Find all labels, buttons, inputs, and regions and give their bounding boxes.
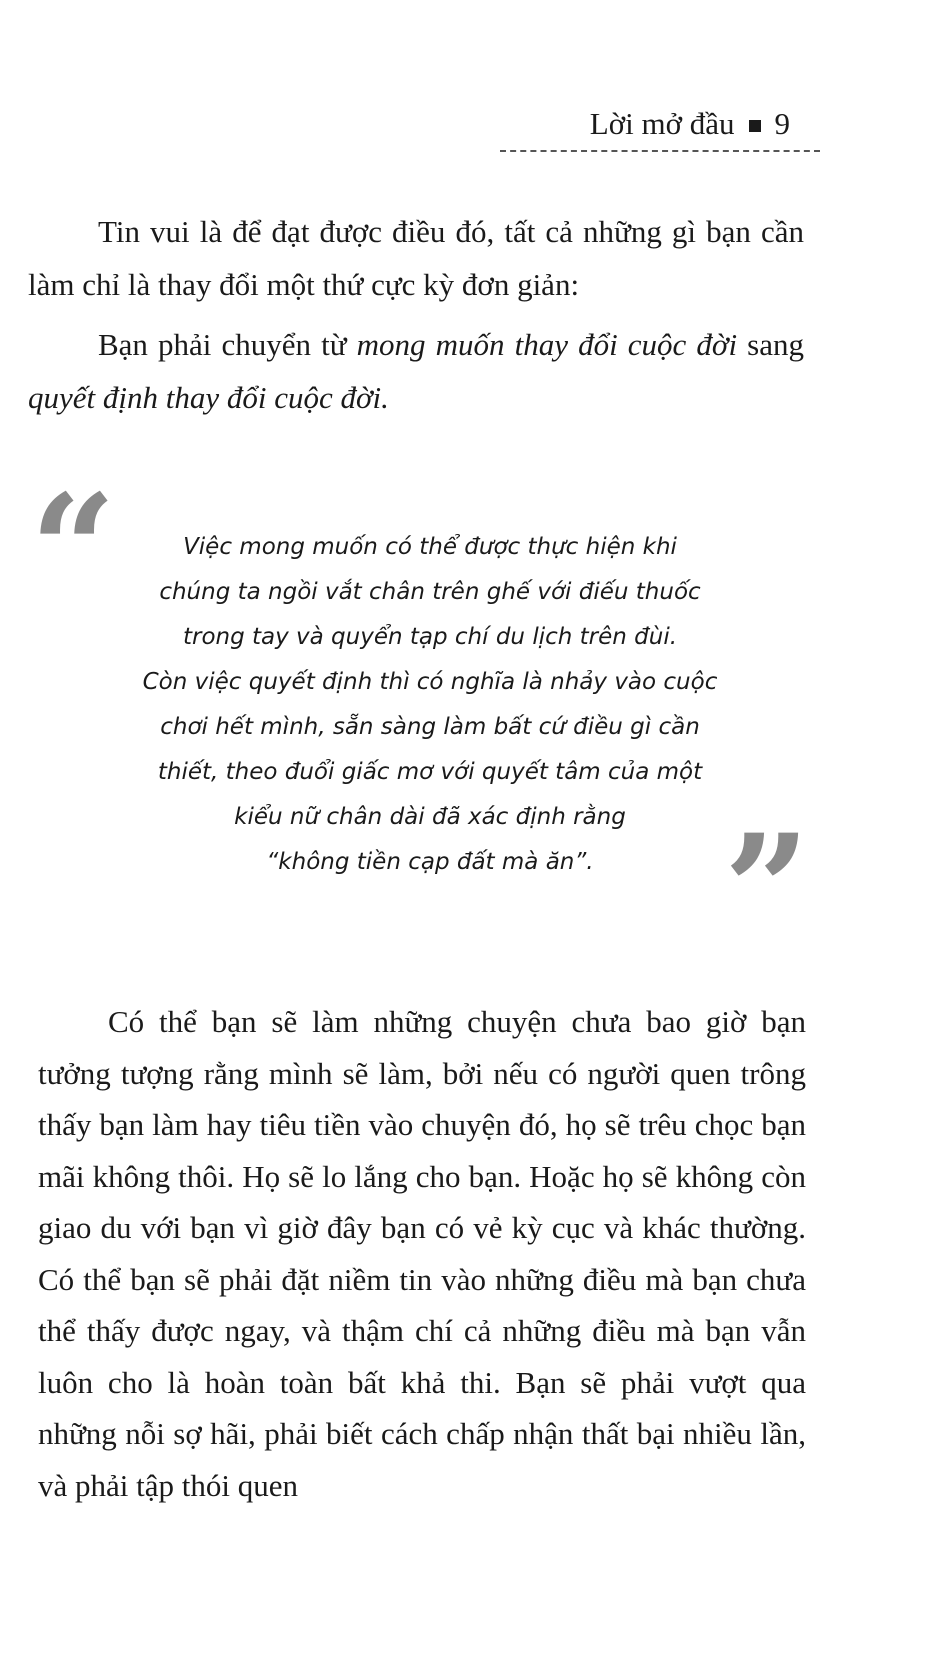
paragraph-2-italic-2: quyết định thay đổi cuộc đời.	[28, 380, 389, 415]
paragraph-1-text: Tin vui là để đạt được điều đó, tất cả những gì bạn cần làm chỉ là thay đổi một thứ cực kỳ đơn giản:	[28, 214, 804, 302]
paragraph-2-italic-1: mong muốn thay đổi cuộc đời	[356, 327, 738, 362]
square-bullet-icon	[749, 120, 761, 132]
paragraph-2-part-2: sang	[737, 327, 804, 362]
quote-line: “không tiền cạp đất mà ăn”.	[266, 849, 594, 875]
quote-line: Việc mong muốn có thể được thực hiện khi	[183, 534, 677, 560]
paragraph-1	[28, 205, 804, 311]
quote-line: chúng ta ngồi vắt chân trên ghế với điếu thuốc	[159, 579, 701, 605]
paragraph-2	[28, 318, 804, 424]
page-number: 9	[774, 106, 790, 141]
header-text	[590, 106, 790, 142]
paragraph-2-part-1: Bạn phải chuyển từ	[98, 327, 357, 362]
quote-line: kiểu nữ chân dài đã xác định rằng	[234, 804, 626, 830]
paragraph-3-text: Có thể bạn sẽ làm những chuyện chưa bao giờ bạn tưởng tượng rằng mình sẽ làm, bởi nếu có người quen trông thấy bạn làm hay tiêu tiền vào chuyện đó, họ sẽ trêu chọc bạn mãi không thôi. Họ sẽ lo lắng cho bạn. Hoặc họ sẽ không còn giao du với bạn vì giờ đây bạn có vẻ kỳ cục và khác thường. Có thể bạn sẽ phải đặt niềm tin vào những điều mà bạn chưa thể thấy được ngay, và thậm chí cả những điều mà bạn vẫn luôn cho là hoàn toàn bất khả thi. Bạn sẽ phải vượt qua những nỗi sợ hãi, phải biết cách chấp nhận thất bại nhiều lần, và phải tập thói quen	[38, 1004, 806, 1503]
quote-line: Còn việc quyết định thì có nghĩa là nhảy vào cuộc	[142, 669, 718, 695]
paragraph-3	[38, 996, 806, 1511]
running-header	[500, 102, 820, 158]
quote-line: chơi hết mình, sẵn sàng làm bất cứ điều gì cần	[160, 714, 700, 740]
header-dashed-rule	[500, 150, 820, 152]
section-title: Lời mở đầu	[589, 106, 735, 141]
quote-text	[90, 525, 770, 885]
quote-line: trong tay và quyển tạp chí du lịch trên đùi.	[182, 624, 678, 650]
open-quote-icon: “	[30, 462, 117, 638]
pull-quote	[30, 462, 810, 978]
close-quote-icon: ”	[723, 802, 810, 978]
quote-line: thiết, theo đuổi giấc mơ với quyết tâm của một	[157, 759, 703, 785]
